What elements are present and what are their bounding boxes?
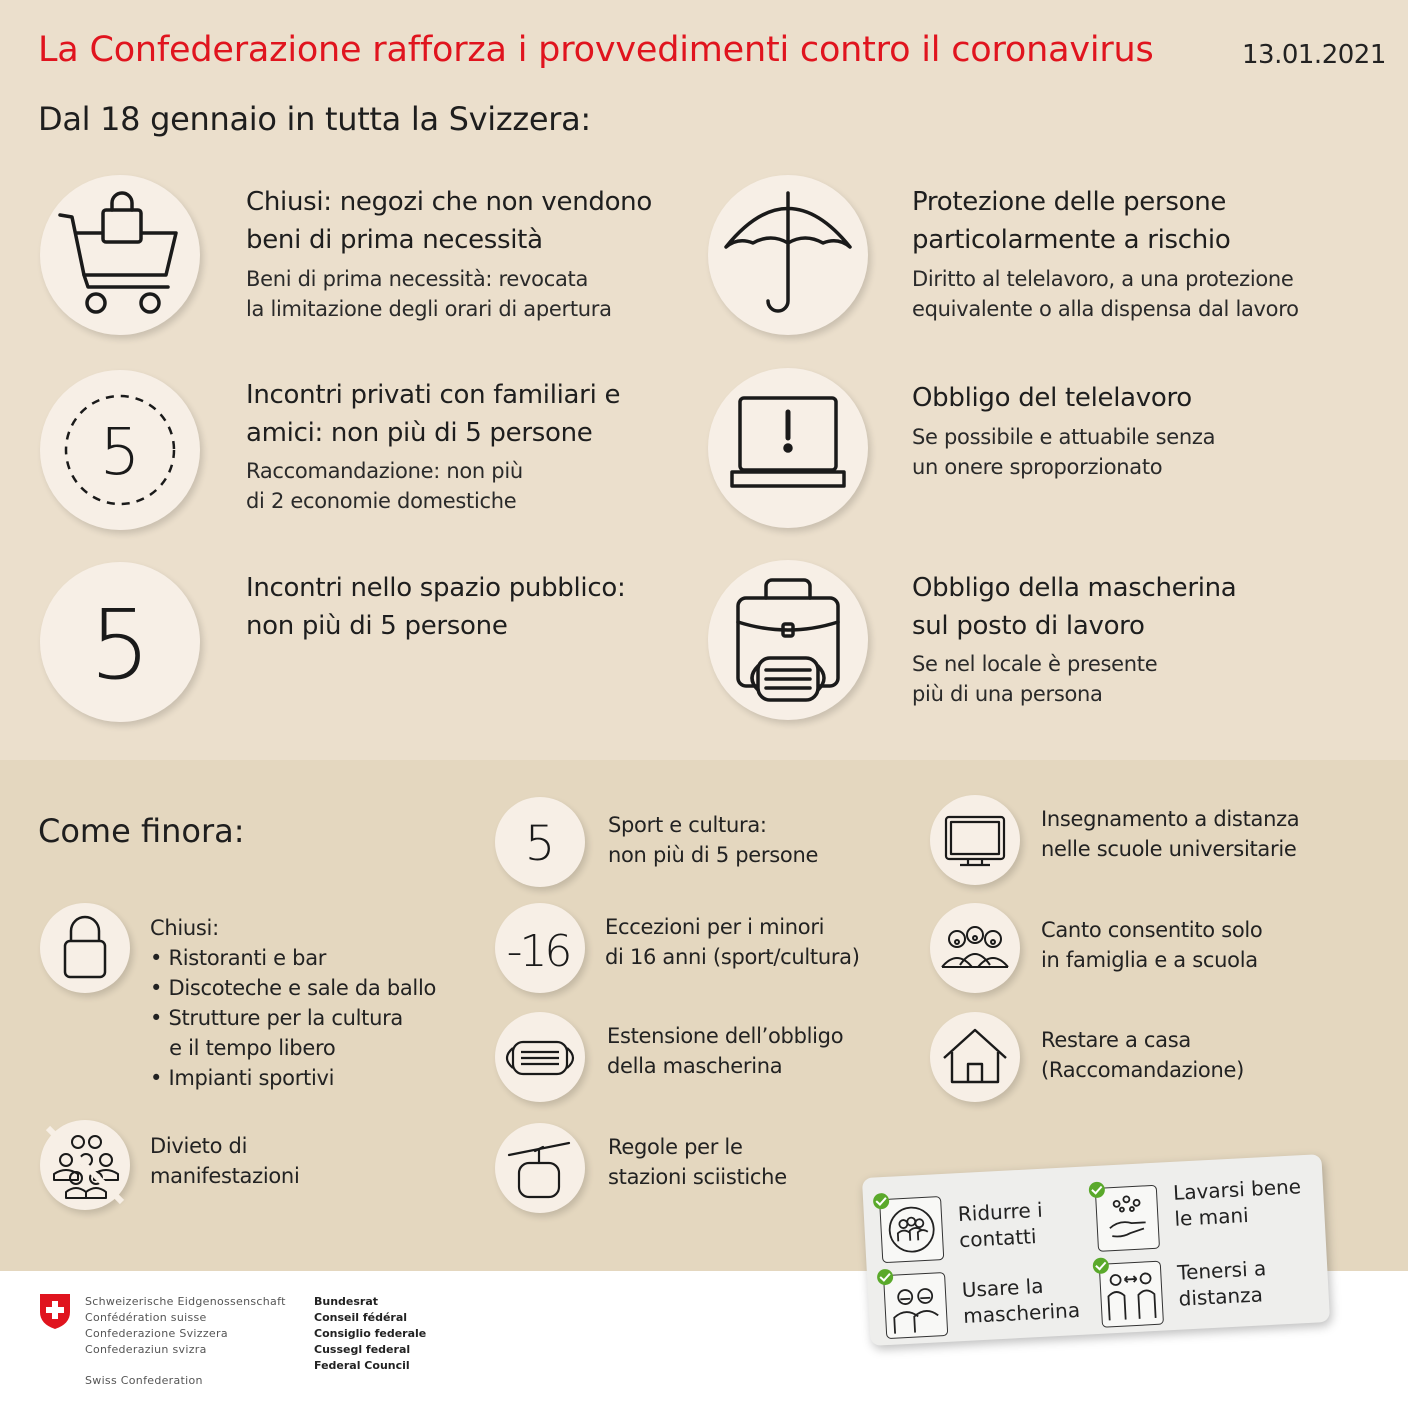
item-text: Insegnamento a distanza nelle scuole universitarie (1041, 807, 1300, 861)
federal-council: Bundesrat Conseil fédéral Consiglio federale Cussegl federal Federal Council (314, 1295, 427, 1372)
measure-text: Raccomandazione: non più di 2 economie domestiche (246, 459, 523, 513)
hygiene-card (862, 1154, 1330, 1346)
item-text: Regole per le stazioni sciistiche (608, 1135, 787, 1189)
measure-title: Incontri privati con familiari e amici: non più di 5 persone (246, 380, 621, 448)
item-text: Restare a casa (Raccomandazione) (1041, 1028, 1244, 1082)
reduce-contacts-icon (879, 1196, 944, 1263)
locked-shopping-cart-icon (40, 175, 200, 335)
card-label: Lavarsi bene le mani (1172, 1174, 1302, 1231)
page-title: La Confederazione rafforza i provvedimenti contro il coronavirus (38, 30, 1154, 70)
keep-distance-icon (1099, 1261, 1164, 1328)
measure-title: Protezione delle persone particolarmente a rischio (912, 187, 1231, 255)
svg-text:5: 5 (99, 416, 141, 490)
item-text: Estensione dell’obbligo della mascherina (607, 1024, 844, 1078)
briefcase-mask-icon (708, 560, 868, 720)
wear-mask-icon (883, 1272, 948, 1339)
item-text: Sport e cultura: non più di 5 persone (608, 813, 819, 867)
wash-hands-icon (1095, 1185, 1160, 1252)
item-text: Eccezioni per i minori di 16 anni (sport/cultura) (605, 915, 860, 969)
measure-title: Obbligo del telelavoro (912, 383, 1192, 413)
section-title: Come finora: (38, 812, 245, 850)
svg-text:-16: -16 (506, 926, 570, 977)
card-label: Ridurre i contatti (957, 1197, 1044, 1253)
no-crowd-icon (40, 1120, 130, 1210)
measure-title: Incontri nello spazio pubblico: non più di 5 persone (246, 573, 626, 641)
house-icon (930, 1012, 1020, 1102)
events-text: Divieto di manifestazioni (150, 1134, 300, 1188)
date: 13.01.2021 (1242, 40, 1386, 70)
measure-title: Chiusi: negozi che non vendono beni di prima necessità (246, 187, 652, 255)
item-text: Canto consentito solo in famiglia e a scuola (1041, 918, 1263, 972)
measure-title: Obbligo della mascherina sul posto di lavoro (912, 573, 1237, 641)
measure-text: Se possibile e attuabile senza un onere sproporzionato (912, 425, 1216, 479)
umbrella-icon (708, 175, 868, 335)
closed-list: Chiusi: • Ristoranti e bar • Discoteche e sale da ballo • Strutture per la cultura e il tempo libero • Impianti sportivi (150, 916, 437, 1090)
cable-car-icon (495, 1123, 585, 1213)
face-mask-icon (495, 1012, 585, 1102)
svg-text:5: 5 (89, 589, 151, 701)
swiss-confederation: Swiss Confederation (85, 1374, 203, 1387)
padlock-icon (40, 903, 130, 993)
svg-text:5: 5 (524, 816, 556, 872)
singing-group-icon (930, 903, 1020, 993)
page-subtitle: Dal 18 gennaio in tutta la Svizzera: (38, 100, 591, 138)
laptop-warning-icon (708, 368, 868, 528)
measure-text: Diritto al telelavoro, a una protezione equivalente o alla dispensa dal lavoro (912, 267, 1299, 321)
measure-text: Se nel locale è presente più di una persona (912, 652, 1158, 706)
card-label: Tenersi a distanza (1176, 1256, 1267, 1311)
five-icon (40, 562, 200, 722)
five-dashed-circle-icon (40, 370, 200, 530)
minus-sixteen-icon (495, 903, 585, 993)
monitor-icon (930, 795, 1020, 885)
card-label: Usare la mascherina (961, 1273, 1081, 1329)
confederation-names: Schweizerische Eidgenossenschaft Confédération suisse Confederazione Svizzera Confederaziun svizra (85, 1295, 286, 1356)
five-icon (495, 797, 585, 887)
swiss-coat-of-arms-logo (38, 1292, 72, 1330)
measure-text: Beni di prima necessità: revocata la limitazione degli orari di apertura (246, 267, 612, 321)
